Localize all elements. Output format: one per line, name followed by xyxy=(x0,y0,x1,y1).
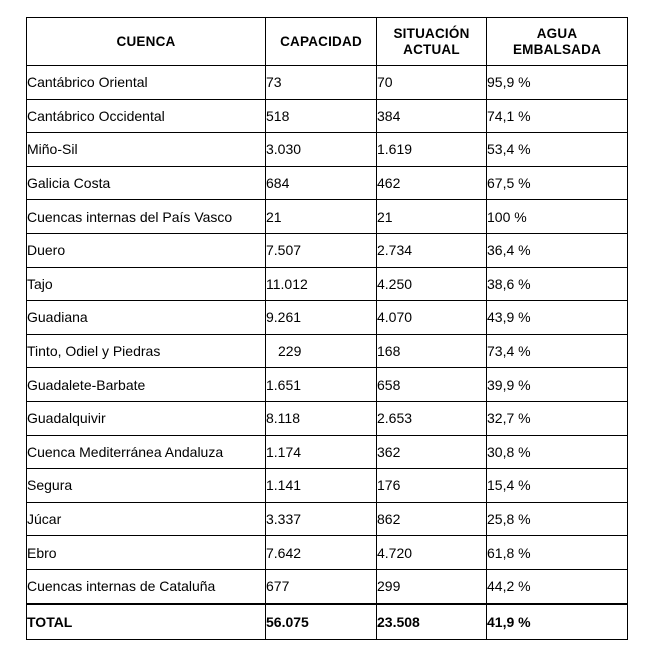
cell-situacion-actual: 21 xyxy=(377,200,487,234)
cell-agua-embalsada: 95,9 % xyxy=(487,66,628,100)
cell-cuenca: Ebro xyxy=(27,536,266,570)
table-row xyxy=(27,502,628,536)
column-header-situacion-actual xyxy=(377,18,487,66)
cell-capacidad: 3.030 xyxy=(266,133,377,167)
cell-agua-embalsada: 53,4 % xyxy=(487,133,628,167)
table-row xyxy=(27,166,628,200)
cell-situacion-actual: 1.619 xyxy=(377,133,487,167)
cell-situacion-actual: 4.720 xyxy=(377,536,487,570)
cell-situacion-actual: 4.070 xyxy=(377,301,487,335)
cell-situacion-actual: 2.653 xyxy=(377,401,487,435)
table-row xyxy=(27,99,628,133)
cell-cuenca: Júcar xyxy=(27,502,266,536)
table-row xyxy=(27,66,628,100)
column-header-agua-line1: AGUA xyxy=(536,25,578,41)
cell-agua-embalsada: 36,4 % xyxy=(487,233,628,267)
cell-cuenca: Guadalete-Barbate xyxy=(27,368,266,402)
cell-capacidad: 518 xyxy=(266,99,377,133)
column-header-cuenca xyxy=(27,18,266,66)
cell-capacidad: 1.174 xyxy=(266,435,377,469)
table-row xyxy=(27,401,628,435)
cell-capacidad: 21 xyxy=(266,200,377,234)
cell-agua-embalsada: 32,7 % xyxy=(487,401,628,435)
cell-cuenca: Tinto, Odiel y Piedras xyxy=(27,334,266,368)
table-row xyxy=(27,334,628,368)
cell-cuenca: Tajo xyxy=(27,267,266,301)
cell-situacion-actual: 462 xyxy=(377,166,487,200)
cell-situacion-actual: 168 xyxy=(377,334,487,368)
cell-total-situacion-actual: 23.508 xyxy=(377,604,487,640)
table-row xyxy=(27,536,628,570)
cell-situacion-actual: 384 xyxy=(377,99,487,133)
cell-cuenca: Duero xyxy=(27,233,266,267)
table-row xyxy=(27,200,628,234)
column-header-capacidad-label: CAPACIDAD xyxy=(280,33,362,49)
cell-capacidad: 73 xyxy=(266,66,377,100)
column-header-cuenca-label: CUENCA xyxy=(116,33,176,49)
cell-agua-embalsada: 39,9 % xyxy=(487,368,628,402)
cell-capacidad: 229 xyxy=(266,334,377,368)
cell-total-agua-embalsada: 41,9 % xyxy=(487,604,628,640)
table-row xyxy=(27,133,628,167)
cell-situacion-actual: 2.734 xyxy=(377,233,487,267)
cell-situacion-actual: 4.250 xyxy=(377,267,487,301)
cell-capacidad: 9.261 xyxy=(266,301,377,335)
reservoir-table-container xyxy=(26,17,627,640)
cell-cuenca: Cuenca Mediterránea Andaluza xyxy=(27,435,266,469)
cell-capacidad: 684 xyxy=(266,166,377,200)
cell-cuenca: Cuencas internas del País Vasco xyxy=(27,200,266,234)
column-header-situacion-line1: SITUACIÓN xyxy=(393,25,470,41)
table-body xyxy=(27,66,628,640)
cell-situacion-actual: 362 xyxy=(377,435,487,469)
table-row xyxy=(27,469,628,503)
cell-total-capacidad: 56.075 xyxy=(266,604,377,640)
cell-agua-embalsada: 25,8 % xyxy=(487,502,628,536)
cell-capacidad: 11.012 xyxy=(266,267,377,301)
cell-situacion-actual: 176 xyxy=(377,469,487,503)
table-row-total xyxy=(27,604,628,640)
table-row xyxy=(27,301,628,335)
cell-cuenca: Segura xyxy=(27,469,266,503)
column-header-agua-embalsada xyxy=(487,18,628,66)
cell-agua-embalsada: 15,4 % xyxy=(487,469,628,503)
cell-cuenca: Miño-Sil xyxy=(27,133,266,167)
cell-total-label: TOTAL xyxy=(27,604,266,640)
cell-capacidad: 8.118 xyxy=(266,401,377,435)
reservoir-capacity-table xyxy=(26,17,628,640)
cell-cuenca: Cuencas internas de Cataluña xyxy=(27,569,266,603)
cell-cuenca: Guadalquivir xyxy=(27,401,266,435)
cell-agua-embalsada: 100 % xyxy=(487,200,628,234)
cell-capacidad: 7.642 xyxy=(266,536,377,570)
column-header-situacion-line2: ACTUAL xyxy=(403,41,460,57)
cell-capacidad: 677 xyxy=(266,569,377,603)
cell-agua-embalsada: 61,8 % xyxy=(487,536,628,570)
cell-capacidad: 7.507 xyxy=(266,233,377,267)
table-row xyxy=(27,267,628,301)
cell-cuenca: Cantábrico Oriental xyxy=(27,66,266,100)
cell-agua-embalsada: 44,2 % xyxy=(487,569,628,603)
cell-situacion-actual: 658 xyxy=(377,368,487,402)
cell-agua-embalsada: 67,5 % xyxy=(487,166,628,200)
cell-agua-embalsada: 30,8 % xyxy=(487,435,628,469)
column-header-capacidad xyxy=(266,18,377,66)
cell-agua-embalsada: 43,9 % xyxy=(487,301,628,335)
table-header xyxy=(27,18,628,66)
cell-cuenca: Guadiana xyxy=(27,301,266,335)
table-row xyxy=(27,368,628,402)
cell-capacidad: 3.337 xyxy=(266,502,377,536)
cell-cuenca: Galicia Costa xyxy=(27,166,266,200)
column-header-agua-line2: EMBALSADA xyxy=(512,41,602,57)
cell-situacion-actual: 862 xyxy=(377,502,487,536)
cell-agua-embalsada: 38,6 % xyxy=(487,267,628,301)
cell-situacion-actual: 299 xyxy=(377,569,487,603)
cell-capacidad: 1.651 xyxy=(266,368,377,402)
table-row xyxy=(27,569,628,603)
table-row xyxy=(27,233,628,267)
cell-agua-embalsada: 73,4 % xyxy=(487,334,628,368)
cell-situacion-actual: 70 xyxy=(377,66,487,100)
header-row xyxy=(27,18,628,66)
cell-agua-embalsada: 74,1 % xyxy=(487,99,628,133)
cell-capacidad: 1.141 xyxy=(266,469,377,503)
cell-cuenca: Cantábrico Occidental xyxy=(27,99,266,133)
table-row xyxy=(27,435,628,469)
